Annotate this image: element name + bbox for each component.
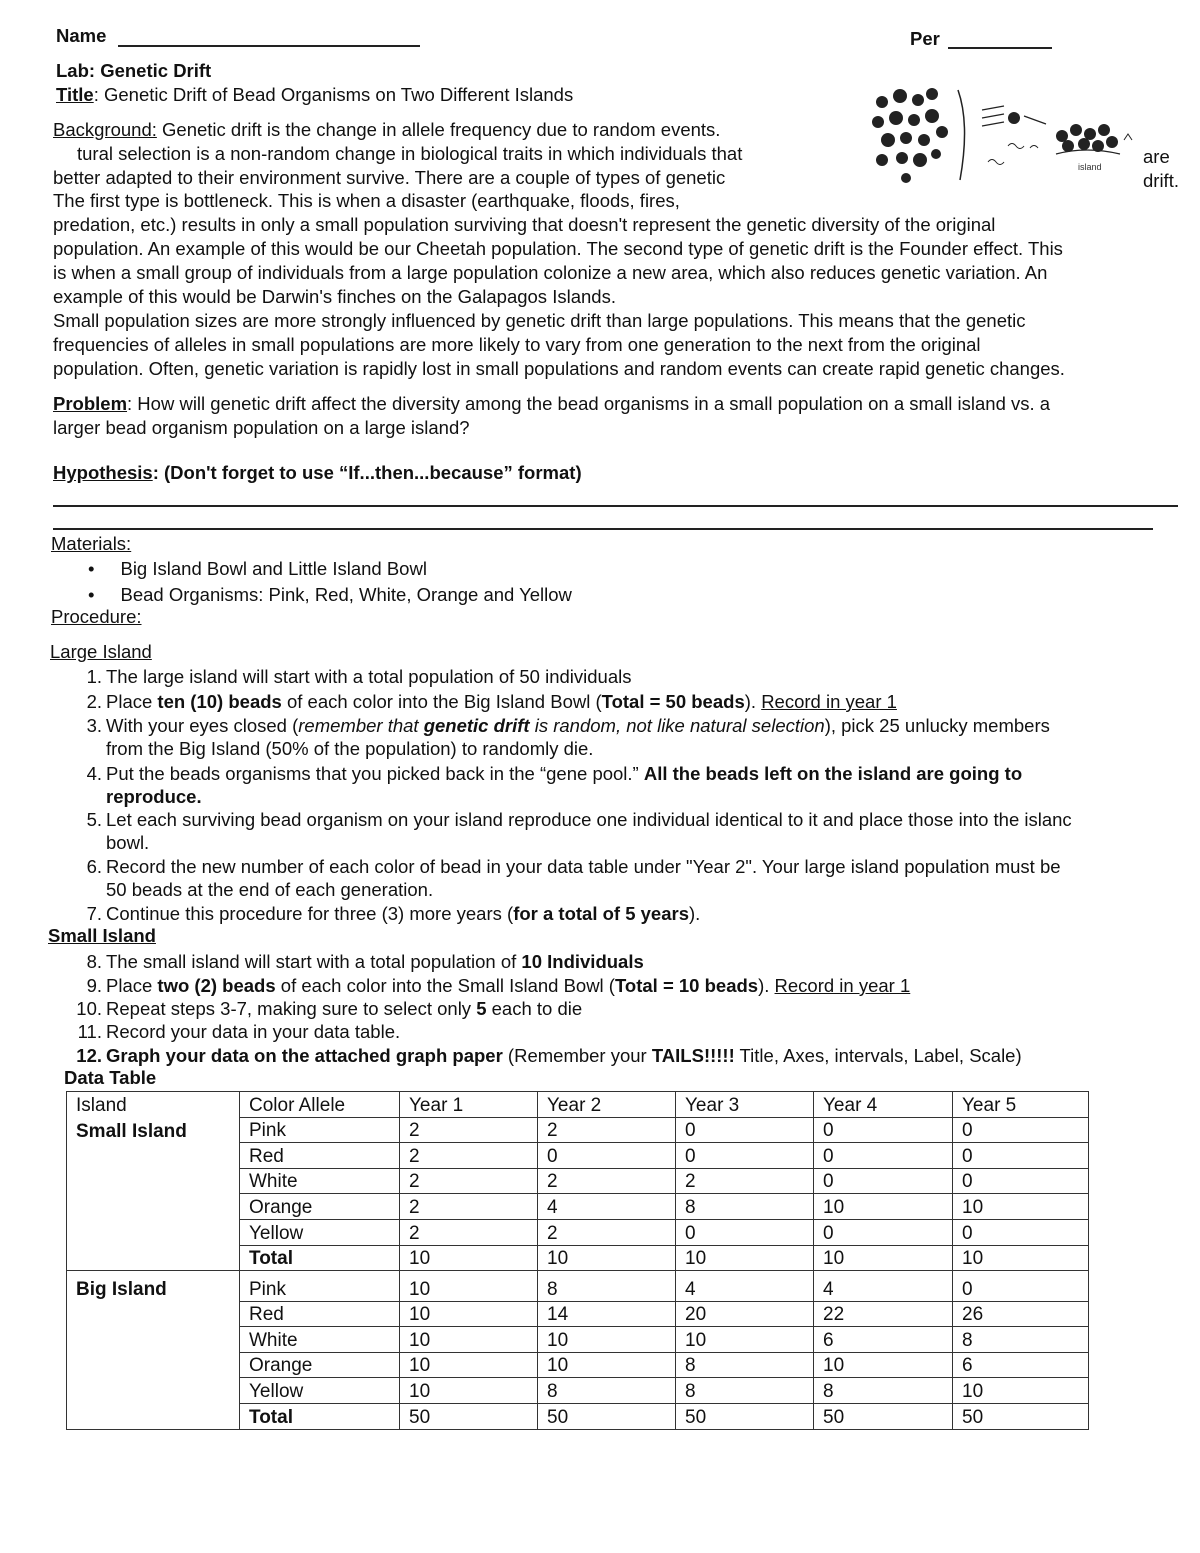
- materials-item-2: • Bead Organisms: Pink, Red, White, Orange and Yellow: [88, 584, 572, 605]
- table-row: Yellow 2 2 0 0 0: [67, 1219, 1089, 1245]
- header-year-5: Year 5: [953, 1092, 1089, 1118]
- table-row: Small Island Pink 2 2 0 0 0: [67, 1117, 1089, 1143]
- procedure-label: Procedure:: [51, 606, 142, 627]
- table-row-total: Total 50 50 50 50 50: [67, 1404, 1089, 1430]
- step-9: 9. Place two (2) beads of each color into the Small Island Bowl (Total = 10 beads). Record in year 1: [86, 975, 911, 996]
- table-row: Orange 10 10 8 10 6: [67, 1352, 1089, 1378]
- background-line-7: is when a small group of individuals from a large population colonize a new area, which also reduces genetic variation. An: [53, 262, 1048, 283]
- table-row-total: Total 10 10 10 10 10: [67, 1245, 1089, 1271]
- background-label: Background:: [53, 119, 157, 140]
- table-header-row: [67, 1092, 1089, 1118]
- materials-item-1: • Big Island Bowl and Little Island Bowl: [88, 558, 427, 579]
- per-label: Per: [910, 28, 940, 49]
- step-6: 6. Record the new number of each color of bead in your data table under "Year 2". Your large island population must be 50 beads at the end of each generation.: [86, 856, 1061, 900]
- table-row: White 10 10 10 6 8: [67, 1327, 1089, 1353]
- small-island-cell: Small Island: [67, 1117, 240, 1143]
- background-line-9: Small population sizes are more strongly influenced by genetic drift than large populations. This means that the genetic: [53, 310, 1026, 331]
- step-5: 5. Let each surviving bead organism on your island reproduce one individual identical to it and place those into the islanc bowl.: [86, 809, 1072, 853]
- step-1: 1. The large island will start with a total population of 50 individuals: [86, 666, 632, 687]
- small-island-label: Small Island: [48, 925, 156, 946]
- header-island: Island: [67, 1092, 240, 1118]
- step-12: 12. Graph your data on the attached graph paper (Remember your TAILS!!!!! Title, Axes, intervals, Label, Scale): [76, 1045, 1022, 1066]
- materials-label: Materials:: [51, 533, 132, 554]
- table-row: Yellow 10 8 8 8 10: [67, 1378, 1089, 1404]
- hypothesis-answer-line-1[interactable]: [53, 505, 1178, 507]
- data-table-caption: Data Table: [64, 1067, 157, 1088]
- step-2: 2. Place ten (10) beads of each color into the Big Island Bowl (Total = 50 beads). Record in year 1: [86, 691, 897, 712]
- genetic-drift-illustration: [870, 84, 1140, 194]
- table-row: Orange 2 4 8 10 10: [67, 1194, 1089, 1220]
- header-year-2: Year 2: [538, 1092, 676, 1118]
- step-10: 10. Repeat steps 3-7, making sure to select only 5 each to die: [76, 998, 583, 1019]
- step-7: 7. Continue this procedure for three (3) more years (for a total of 5 years).: [86, 903, 701, 924]
- step-4: 4. Put the beads organisms that you picked back in the “gene pool.” All the beads left on the island are going to reproduce.: [86, 763, 1023, 807]
- table-row: White 2 2 2 0 0: [67, 1168, 1089, 1194]
- background-line-1: Background: Genetic drift is the change in allele frequency due to random events.: [53, 119, 721, 140]
- background-side-drift: drift.: [1143, 170, 1179, 191]
- big-island-cell: Big Island: [67, 1271, 240, 1302]
- name-blank[interactable]: [118, 45, 420, 47]
- step-11: 11. Record your data in your data table.: [77, 1021, 401, 1042]
- table-row: Red 2 0 0 0 0: [67, 1143, 1089, 1169]
- header-year-3: Year 3: [676, 1092, 814, 1118]
- background-line-8: example of this would be Darwin's finches on the Galapagos Islands.: [53, 286, 616, 307]
- title-text: : Genetic Drift of Bead Organisms on Two Different Islands: [93, 84, 574, 105]
- problem-line-1: Problem: How will genetic drift affect the diversity among the bead organisms in a small population on a small island vs. a: [53, 393, 1051, 414]
- lab-heading: Lab: Genetic Drift: [56, 60, 212, 81]
- background-side-are: are: [1143, 146, 1170, 167]
- table-row: Red 10 14 20 22 26: [67, 1301, 1089, 1327]
- background-line-6: population. An example of this would be our Cheetah population. The second type of genetic drift is the Founder effect. This: [53, 238, 1063, 259]
- background-line-4: The first type is bottleneck. This is when a disaster (earthquake, floods, fires,: [53, 190, 680, 211]
- header-year-4: Year 4: [814, 1092, 953, 1118]
- problem-line-2: larger bead organism population on a large island?: [53, 417, 470, 438]
- island-figure-label: island: [1078, 162, 1102, 172]
- step-3: 3. With your eyes closed (remember that genetic drift is random, not like natural selection), pick 25 unlucky members from the Big Island (50% of the population) to randomly die.: [86, 715, 1050, 759]
- problem-label: Problem: [53, 393, 128, 414]
- background-line-11: population. Often, genetic variation is rapidly lost in small populations and random events can create rapid genetic changes.: [53, 358, 1065, 379]
- per-blank[interactable]: [948, 47, 1052, 49]
- background-line-5: predation, etc.) results in only a small population surviving that doesn't represent the genetic diversity of the original: [53, 214, 996, 235]
- background-line-2: tural selection is a non-random change in biological traits in which individuals that: [77, 143, 743, 164]
- header-color-allele: Color Allele: [240, 1092, 400, 1118]
- title-line: [56, 84, 573, 106]
- title-label: Title: [56, 84, 94, 105]
- step-8: 8. The small island will start with a total population of 10 Individuals: [86, 951, 644, 972]
- large-island-label: Large Island: [50, 641, 152, 662]
- table-row: Big Island Pink 10 8 4 4 0: [67, 1271, 1089, 1302]
- hypothesis-label: Hypothesis: [53, 462, 153, 483]
- background-line-10: frequencies of alleles in small populations are more likely to vary from one generation to the next from the original: [53, 334, 981, 355]
- name-label: Name: [56, 25, 107, 46]
- hypothesis-answer-line-2[interactable]: [53, 528, 1153, 530]
- header-year-1: Year 1: [400, 1092, 538, 1118]
- data-table: [66, 1091, 1089, 1430]
- background-line-3: better adapted to their environment survive. There are a couple of types of genetic: [53, 167, 726, 188]
- hypothesis-line: Hypothesis: (Don't forget to use “If...then...because” format): [53, 462, 582, 483]
